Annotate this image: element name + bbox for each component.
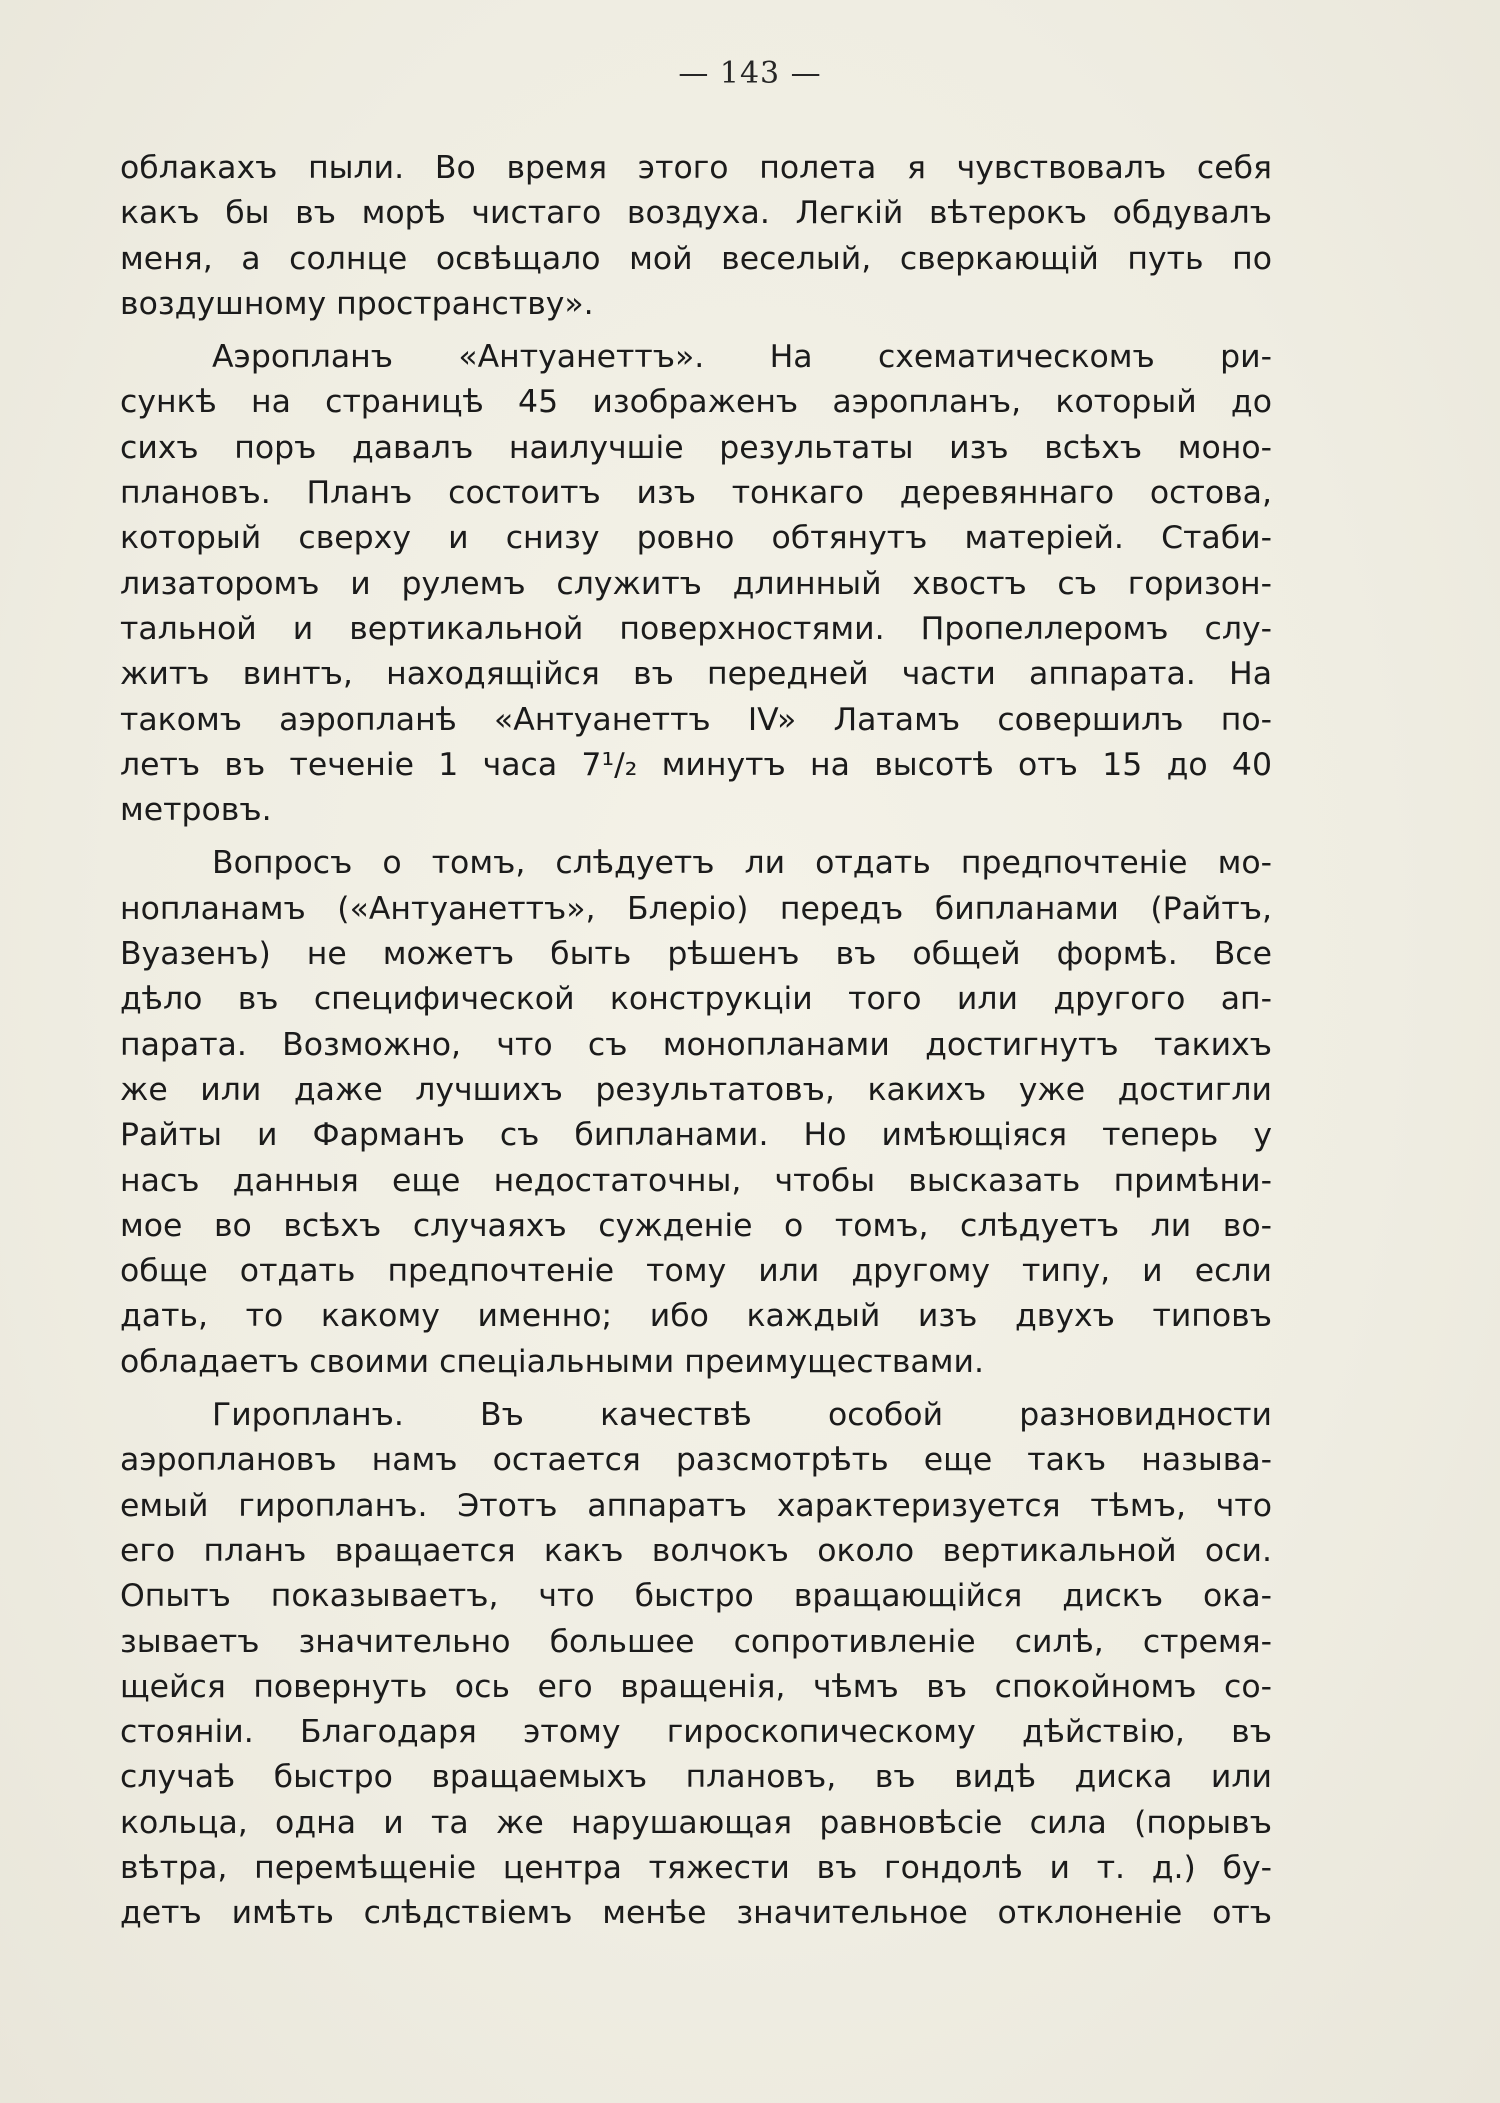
text-line: стояніи. Благодаря этому гироскопическому дѣйствію, въ xyxy=(120,1714,1272,1751)
text-line: Райты и Фарманъ съ бипланами. Но имѣющіяся теперь у xyxy=(120,1117,1272,1154)
text-line: Аэропланъ «Антуанеттъ». На схематическомъ ри- xyxy=(212,339,1272,376)
text-line: лизаторомъ и рулемъ служитъ длинный хвостъ съ горизон- xyxy=(120,565,1272,602)
text-line: воздушному пространству». xyxy=(120,285,594,322)
text-line: житъ винтъ, находящійся въ передней части аппарата. На xyxy=(120,656,1272,693)
text-line: вѣтра, перемѣщеніе центра тяжести въ гондолѣ и т. д.) бу- xyxy=(120,1849,1272,1886)
text-line: насъ данныя еще недостаточны, чтобы высказать примѣни- xyxy=(120,1162,1272,1199)
text-line: метровъ. xyxy=(120,792,272,829)
page-number: — 143 — xyxy=(678,56,822,91)
text-line: Вуазенъ) не можетъ быть рѣшенъ въ общей формѣ. Все xyxy=(120,936,1272,973)
text-line: дать, то какому именно; ибо каждый изъ двухъ типовъ xyxy=(120,1298,1272,1335)
text-line: нопланамъ («Антуанеттъ», Блеріо) передъ бипланами (Райтъ, xyxy=(120,890,1272,927)
text-line: зываетъ значительно большее сопротивленіе силѣ, стремя- xyxy=(120,1623,1272,1660)
text-line: сункѣ на страницѣ 45 изображенъ аэропланъ, который до xyxy=(120,384,1272,421)
text-line: обще отдать предпочтеніе тому или другому типу, и если xyxy=(120,1253,1272,1290)
paragraph-antoinette xyxy=(120,335,1272,833)
text-line: щейся повернуть ось его вращенія, чѣмъ въ спокойномъ со- xyxy=(120,1668,1272,1705)
text-line: тальной и вертикальной поверхностями. Пропеллеромъ слу- xyxy=(120,610,1272,647)
text-line: дѣло въ специфической конструкціи того или другого ап- xyxy=(120,981,1272,1018)
text-line: кольца, одна и та же нарушающая равновѣсіе сила (порывъ xyxy=(120,1804,1272,1841)
text-line: емый гиропланъ. Этотъ аппаратъ характеризуется тѣмъ, что xyxy=(120,1487,1272,1524)
text-line: парата. Возможно, что съ монопланами достигнутъ такихъ xyxy=(120,1026,1272,1063)
text-line: плановъ. Планъ состоитъ изъ тонкаго деревяннаго остова, xyxy=(120,475,1272,512)
text-line: летъ въ теченіе 1 часа 7¹/₂ минутъ на высотѣ отъ 15 до 40 xyxy=(120,746,1272,783)
text-line: же или даже лучшихъ результатовъ, какихъ уже достигли xyxy=(120,1071,1272,1108)
text-line: который сверху и снизу ровно обтянутъ матеріей. Стаби- xyxy=(120,520,1272,557)
text-line: какъ бы въ морѣ чистаго воздуха. Легкій вѣтерокъ обдувалъ xyxy=(120,195,1272,232)
text-line: Опытъ показываетъ, что быстро вращающійся дискъ ока- xyxy=(120,1578,1272,1615)
paragraph-1 xyxy=(120,146,1272,327)
text-line: такомъ аэропланѣ «Антуанеттъ IV» Латамъ совершилъ по- xyxy=(120,701,1272,738)
text-line: Гиропланъ. Въ качествѣ особой разновидности xyxy=(212,1397,1272,1434)
text-line: детъ имѣть слѣдствіемъ менѣе значительное отклоненіе отъ xyxy=(120,1895,1272,1932)
body-text xyxy=(120,146,1272,1937)
paragraph-gyroplane xyxy=(120,1393,1272,1937)
text-line: меня, а солнце освѣщало мой веселый, сверкающій путь по xyxy=(120,240,1272,277)
paragraph-monoplane-vs-biplane xyxy=(120,841,1272,1385)
text-line: Вопросъ о томъ, слѣдуетъ ли отдать предпочтеніе мо- xyxy=(212,845,1272,882)
text-line: случаѣ быстро вращаемыхъ плановъ, въ видѣ диска или xyxy=(120,1759,1272,1796)
text-line: его планъ вращается какъ волчокъ около вертикальной оси. xyxy=(120,1532,1272,1569)
text-line: обладаетъ своими спеціальными преимуществами. xyxy=(120,1343,984,1380)
text-line: аэроплановъ намъ остается разсмотрѣть еще такъ называ- xyxy=(120,1442,1272,1479)
text-line: сихъ поръ давалъ наилучшіе результаты изъ всѣхъ моно- xyxy=(120,429,1272,466)
text-line: мое во всѣхъ случаяхъ сужденіе о томъ, слѣдуетъ ли во- xyxy=(120,1207,1272,1244)
text-line: облакахъ пыли. Во время этого полета я чувствовалъ себя xyxy=(120,150,1272,186)
